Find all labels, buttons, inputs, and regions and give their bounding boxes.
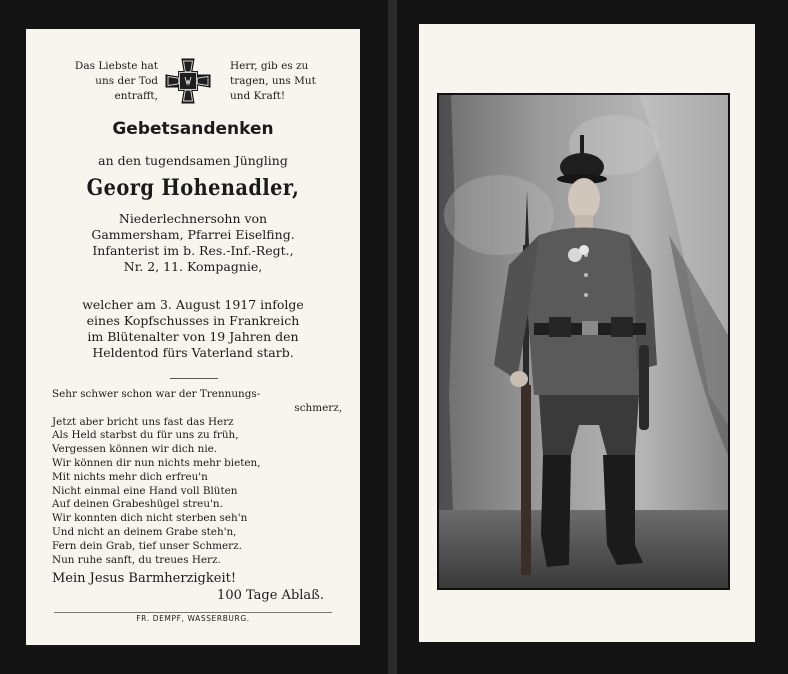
motto-right-line: und Kraft! [230, 90, 286, 102]
motto-left-line: Das Liebste hat [74, 60, 158, 72]
card-fold [388, 0, 397, 674]
memorial-card-photo-panel [397, 0, 788, 674]
intro-line: an den tugendsamen Jüngling [98, 153, 288, 168]
description-line: Nr. 2, 11. Kompagnie, [123, 259, 263, 274]
poem-line: Auf deinen Grabeshügel streu'n. [52, 498, 223, 511]
description-line: Gammersham, Pfarrei Eiselfing. [91, 227, 295, 242]
poem-line: Fern dein Grab, tief unser Schmerz. [52, 539, 242, 552]
closing-prayer: Mein Jesus Barmherzigkeit! [52, 571, 237, 586]
poem-line: Jetzt aber bricht uns fast das Herz [52, 415, 234, 428]
motto-right [230, 59, 356, 104]
motto-left-line: uns der Tod [95, 75, 158, 87]
poem-line: Und nicht an deinem Grabe steh'n, [52, 525, 237, 538]
death-line: eines Kopfschusses in Frankreich [86, 313, 300, 328]
death-line: welcher am 3. August 1917 infolge [82, 297, 304, 312]
poem-line: Nicht einmal eine Hand voll Blüten [52, 484, 238, 497]
deceased-name: Georg Hohenadler, [86, 175, 300, 201]
description-block [26, 211, 360, 275]
description-line: Infanterist im b. Res.-Inf.-Regt., [92, 243, 294, 258]
death-notice [26, 297, 360, 361]
poem-line: Vergessen können wir dich nie. [52, 443, 218, 456]
memorial-poem [52, 388, 342, 567]
poem-line: Als Held starbst du für uns zu früh, [52, 429, 239, 442]
poem-line: Wir können dir nun nichts mehr bieten, [52, 456, 261, 469]
description-line: Niederlechnersohn von [118, 211, 268, 226]
closing-block [52, 570, 324, 604]
motto-right-line: Herr, gib es zu [230, 60, 309, 72]
card-paper [419, 24, 755, 642]
printer-imprint: FR. DEMPF, WASSERBURG. [136, 614, 250, 623]
poem-line: Wir konnten dich nicht sterben seh'n [52, 512, 248, 525]
death-line: im Blütenalter von 19 Jahren den [87, 329, 299, 344]
card-paper [26, 29, 360, 645]
poem-line: Sehr schwer schon war der Trennungs- [52, 388, 261, 400]
poem-line: schmerz, [294, 401, 342, 414]
card-heading: Gebetsandenken [112, 119, 274, 139]
motto-right-line: tragen, uns Mut [230, 75, 316, 87]
divider [170, 378, 218, 379]
indulgence-note: 100 Tage Ablaß. [217, 588, 324, 603]
iron-cross-icon [164, 57, 212, 105]
memorial-card-text-panel [0, 0, 388, 674]
motto-left-line: entrafft, [114, 90, 158, 102]
motto-left [32, 59, 158, 104]
soldier-portrait-photo [437, 93, 730, 590]
death-line: Heldentod fürs Vaterland starb. [92, 345, 294, 360]
poem-line: Mit nichts mehr dich erfreu'n [52, 470, 208, 483]
divider [54, 612, 332, 613]
poem-line: Nun ruhe sanft, du treues Herz. [52, 553, 221, 566]
